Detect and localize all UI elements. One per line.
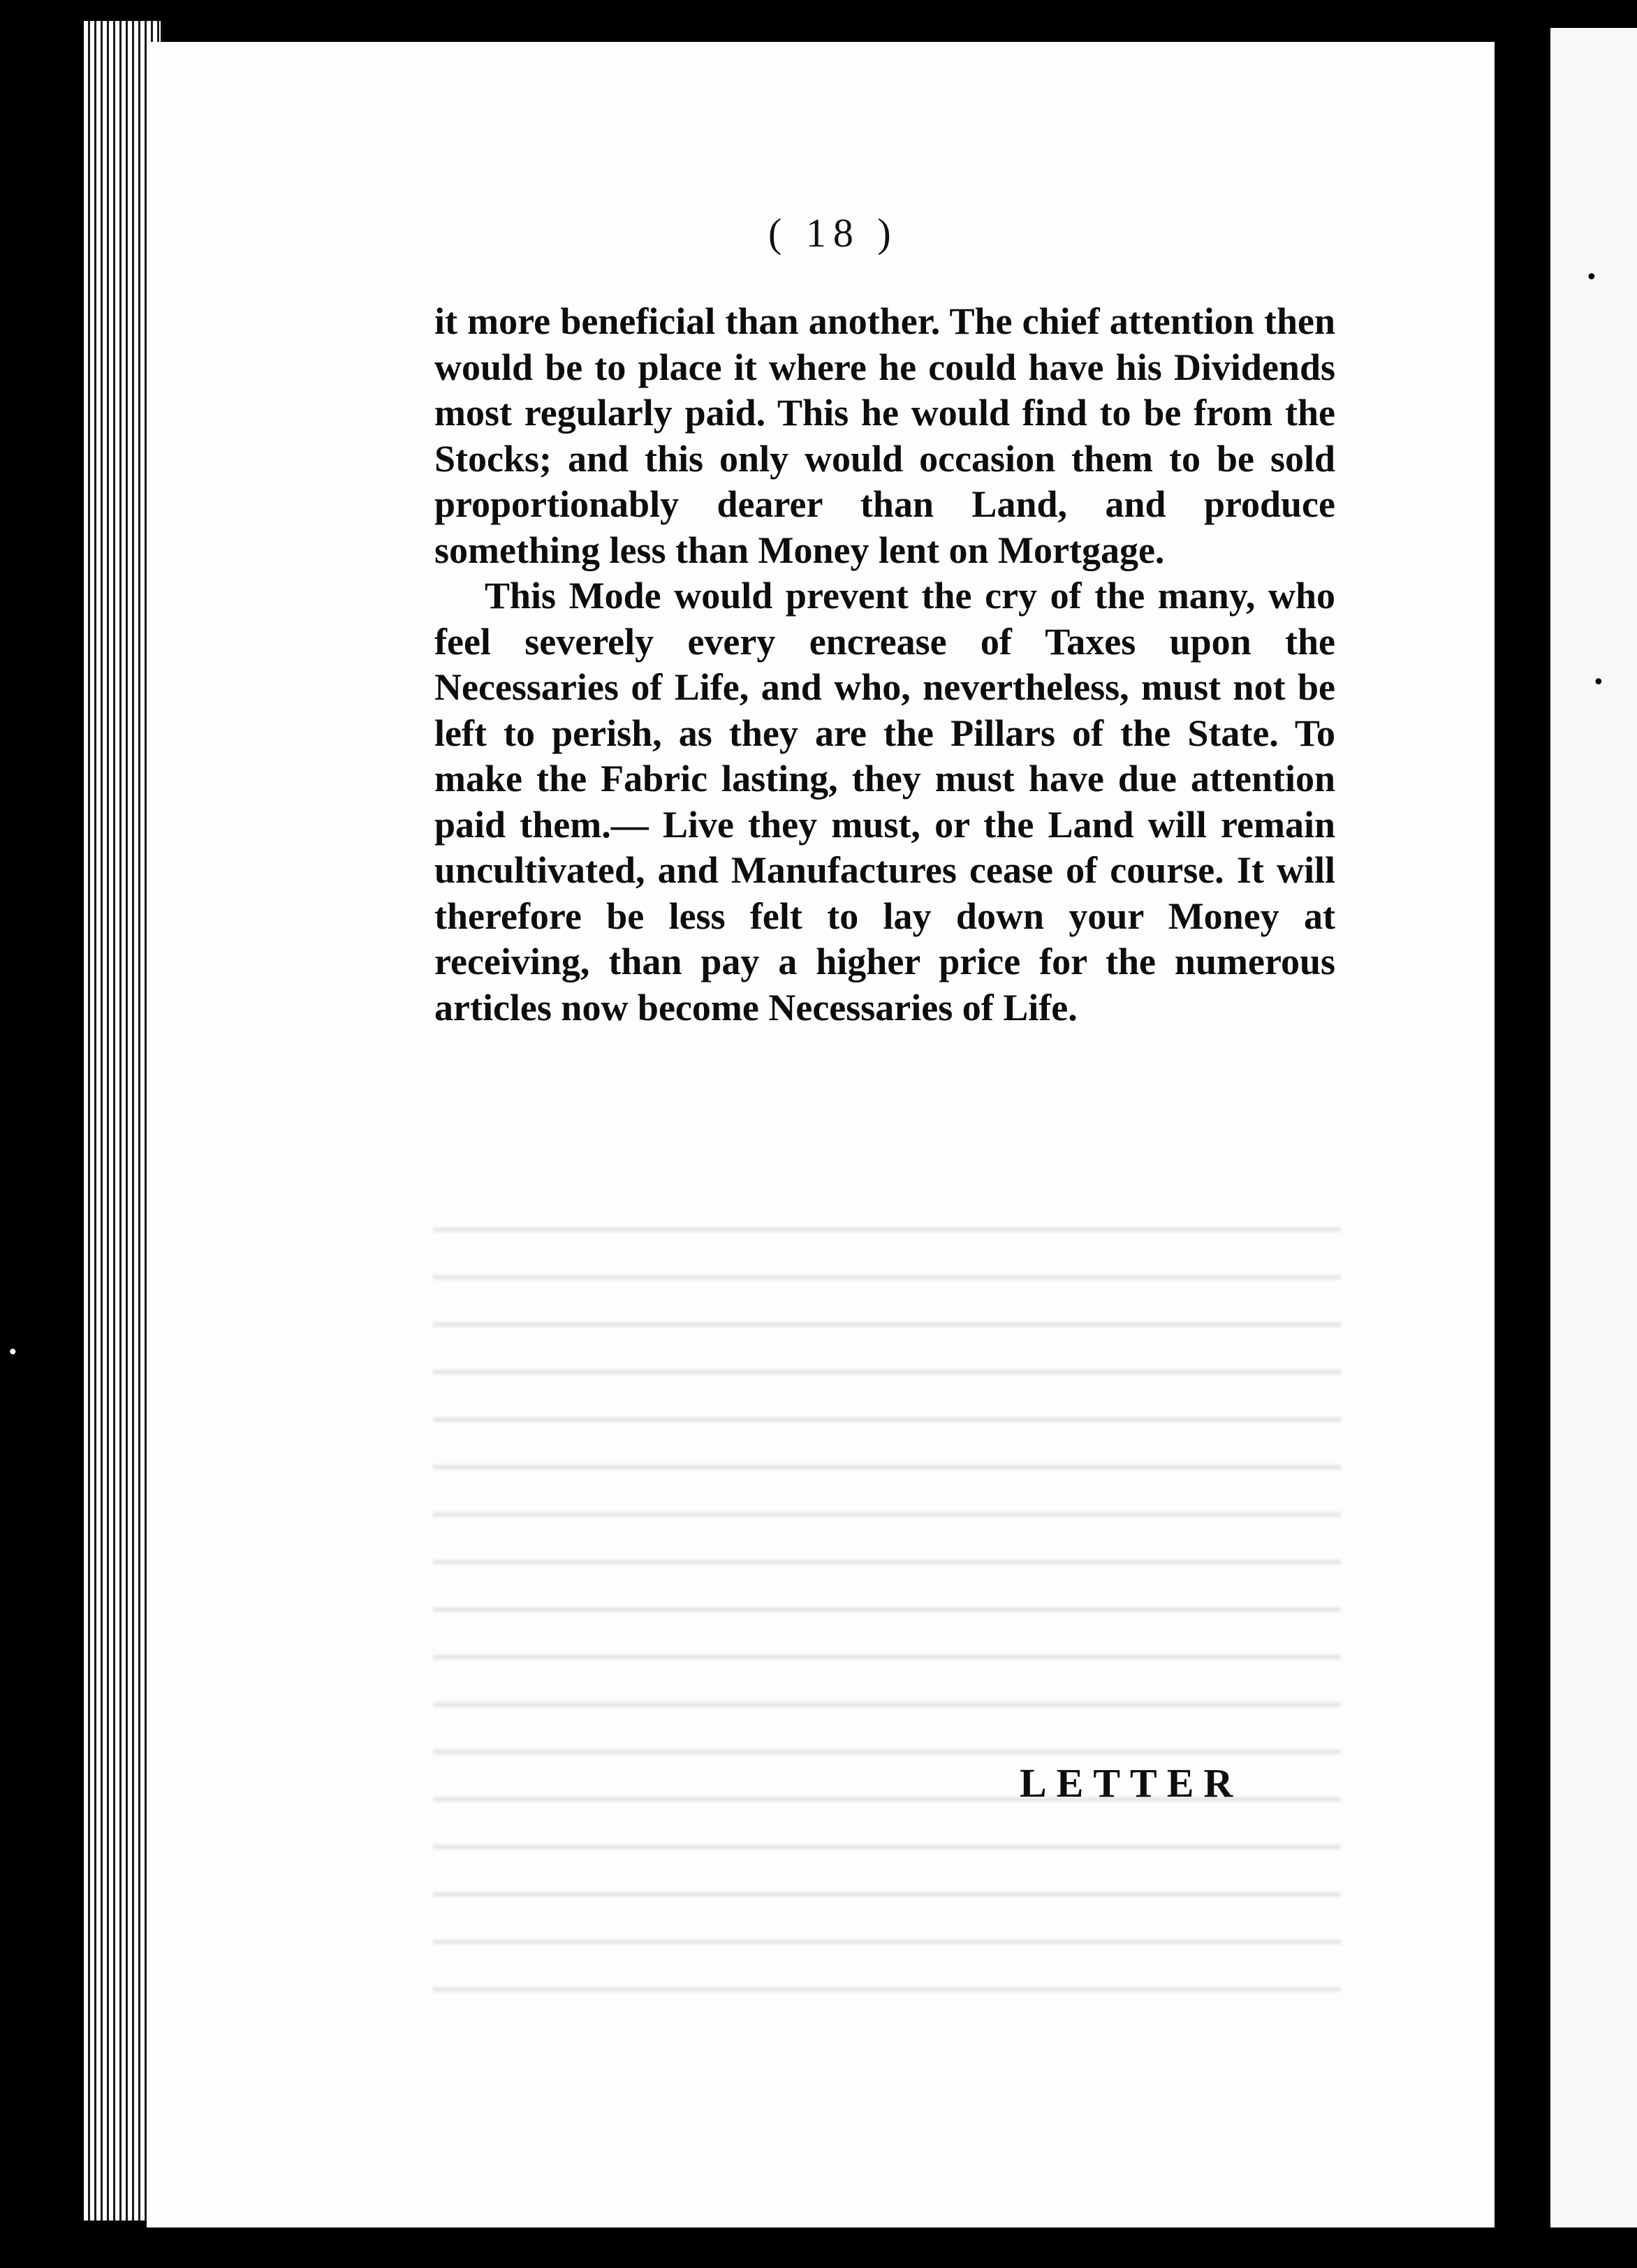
paragraph-2: This Mode would prevent the cry of the many, who feel severely every encrease of Taxes upon the Necessaries of Life, and who, nevertheless, must not be left to perish, as they are the Pillars of the State. To make the Fabric lasting, they must have due attention paid them.— Live they must, or the Land will remain uncultivated, and Manufactures cease of course. It will therefore be less felt to lay down your Money at receiving, than pay a higher price for the numerous articles now become Necessaries of Life. xyxy=(434,575,1335,1029)
paragraph-1: it more beneficial than another. The chief attention then would be to place it where he could have his Dividends most regularly paid. This he would find to be from the Stocks; and this only would occasion them to be sold proportionably dearer than Land, and produce something less than Money lent on Mortgage. xyxy=(434,300,1335,571)
body-text xyxy=(434,299,1335,1031)
margin-mark: • xyxy=(1592,670,1605,695)
verso-show-through xyxy=(433,1201,1341,2004)
margin-mark: • xyxy=(7,1341,19,1364)
binding-gutter xyxy=(1495,0,1550,2268)
catchword: LETTER xyxy=(1020,1760,1243,1806)
margin-mark: • xyxy=(1585,265,1598,290)
page-number: ( 18 ) xyxy=(768,210,898,256)
facing-page-edge xyxy=(1550,28,1637,2228)
